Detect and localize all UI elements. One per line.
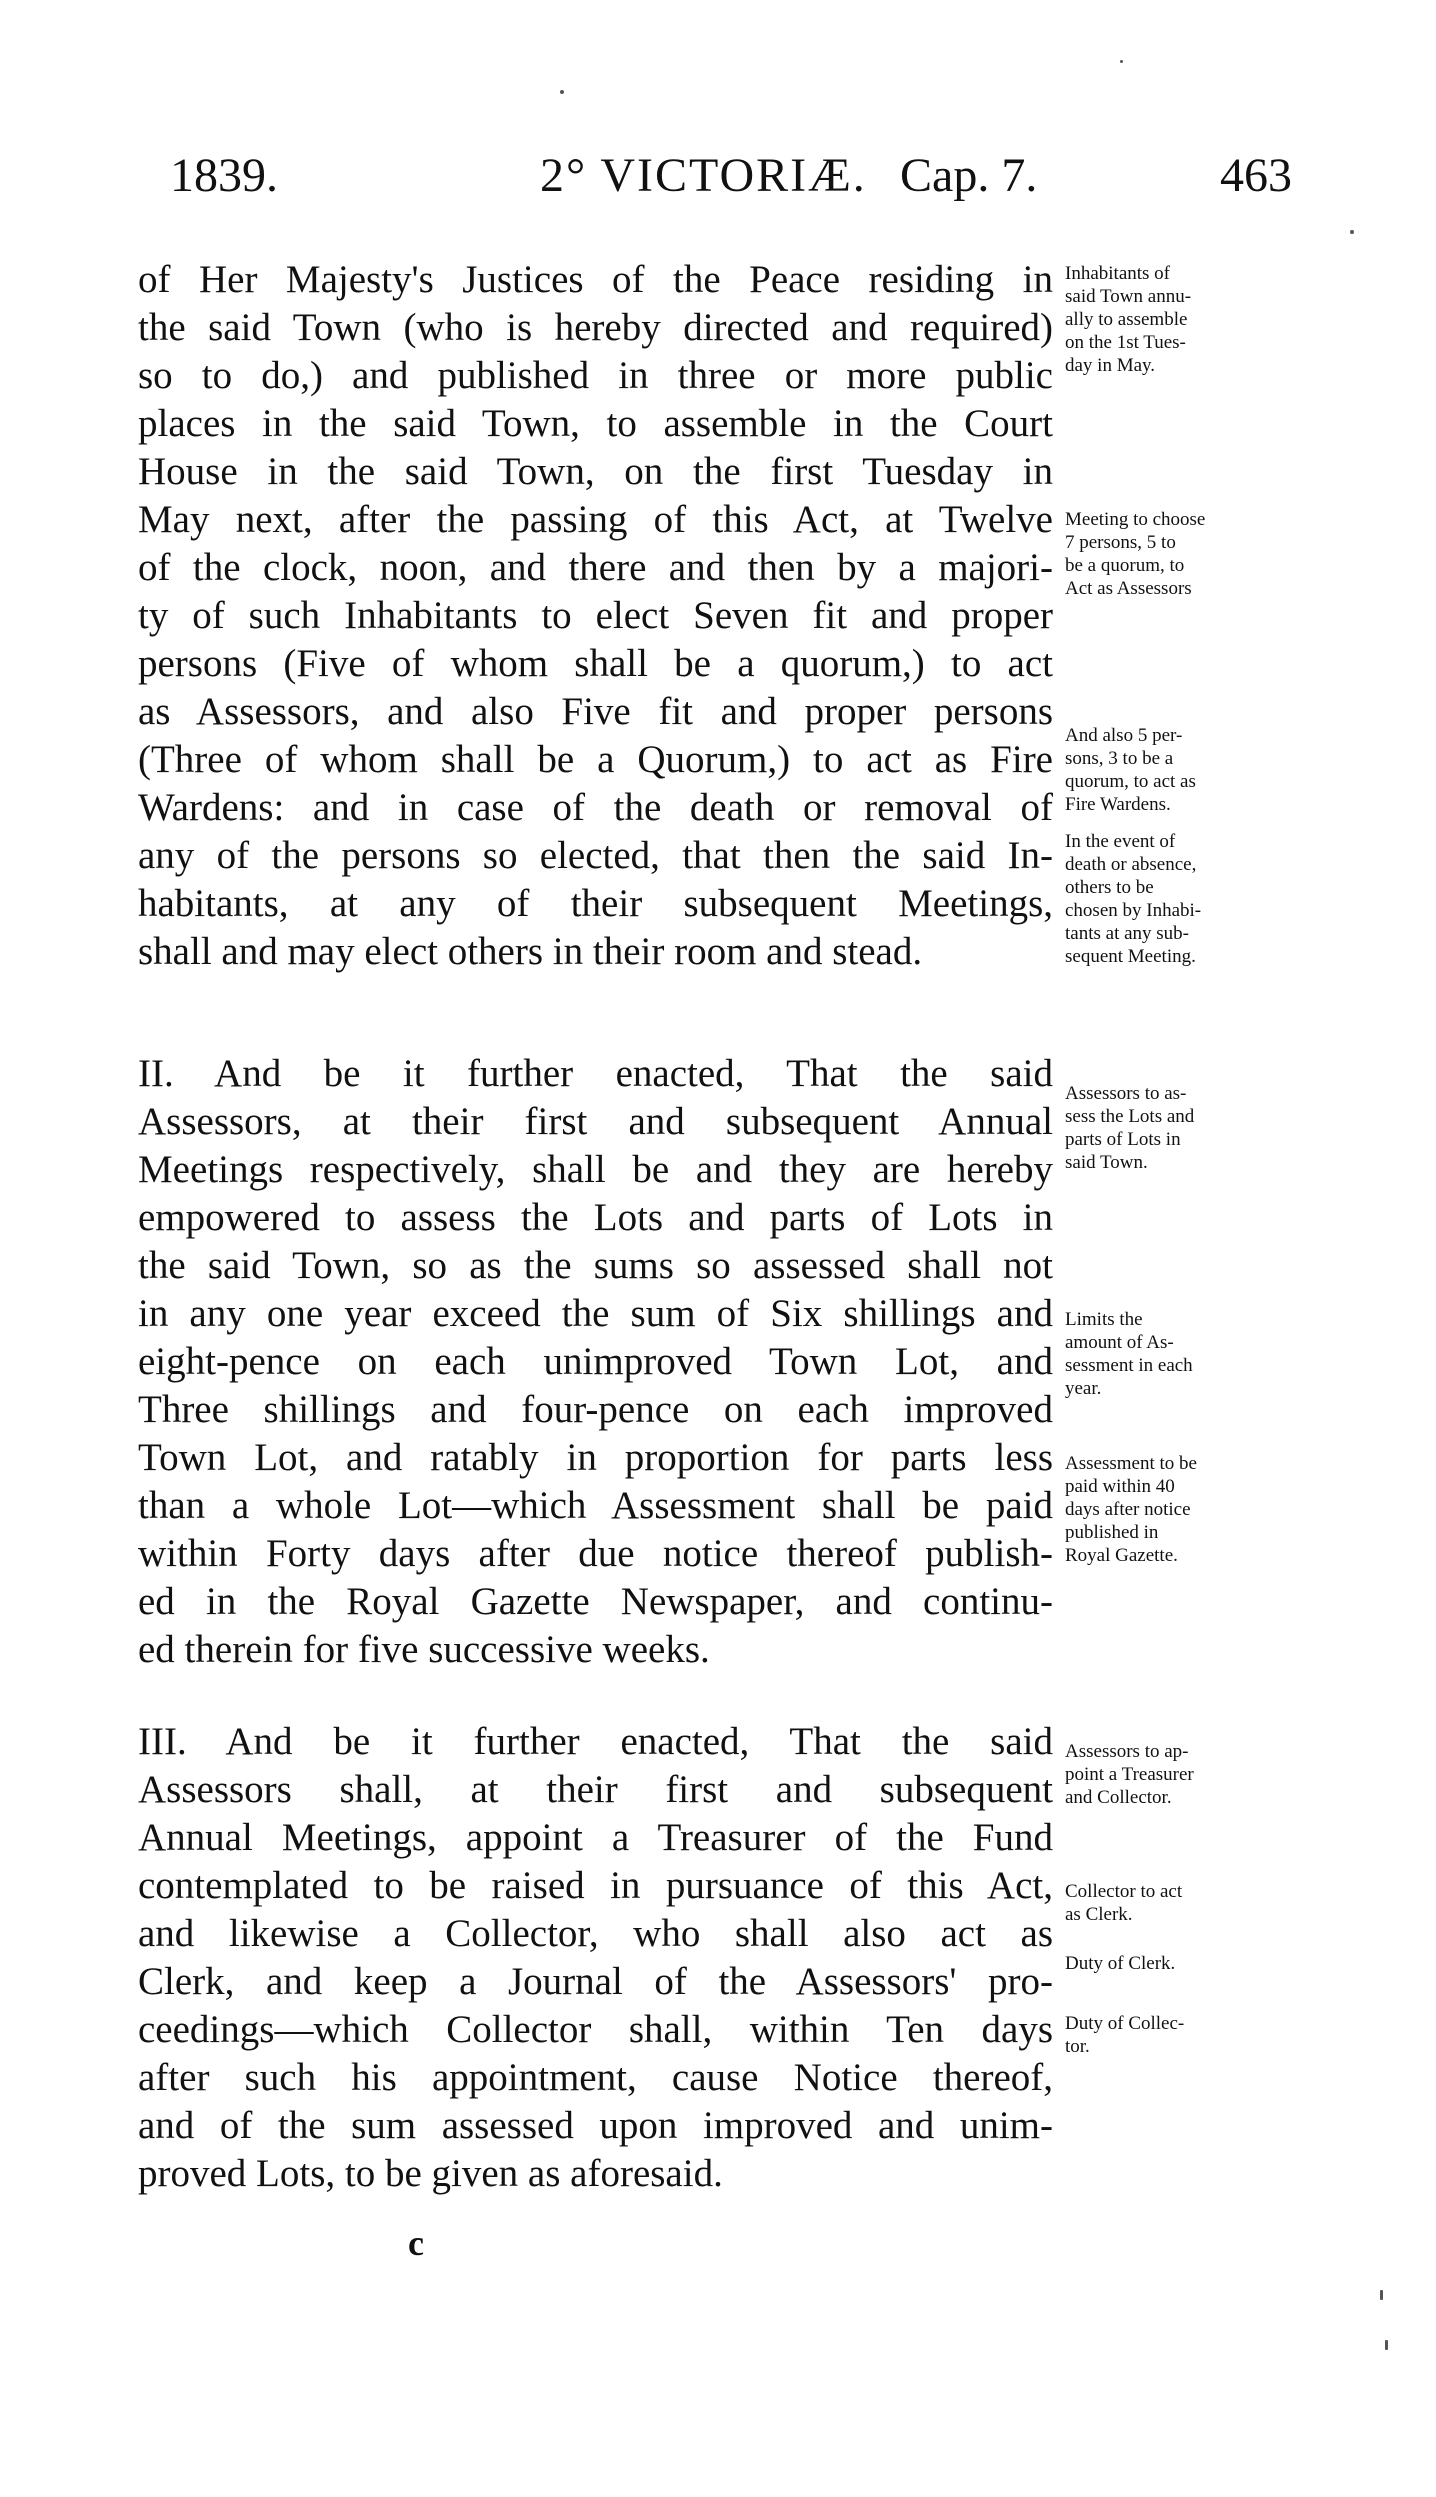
margin-note — [1065, 1952, 1250, 1975]
margin-note-line: Assessors to ap- — [1065, 1741, 1189, 1762]
margin-note — [1065, 1880, 1250, 1926]
margin-note-line: Limits the — [1065, 1309, 1143, 1330]
text-line: the said Town, so as the sums so assessed shall not — [138, 1244, 1053, 1287]
margin-note-line: Collector to act — [1065, 1881, 1183, 1902]
margin-note — [1065, 724, 1250, 816]
margin-note-line: day in May. — [1065, 355, 1156, 376]
margin-note — [1065, 1740, 1250, 1809]
margin-note-line: Assessment to be — [1065, 1453, 1197, 1474]
text-line: Three shillings and four-pence on each improved — [138, 1388, 1053, 1431]
margin-note-line: death or absence, — [1065, 854, 1197, 875]
text-line: ed in the Royal Gazette Newspaper, and continu- — [138, 1580, 1053, 1623]
text-line: ceedings—which Collector shall, within Ten days — [138, 2008, 1053, 2051]
margin-note-line: others to be — [1065, 877, 1154, 898]
text-line: Meetings respectively, shall be and they are hereby — [138, 1148, 1053, 1191]
text-line: May next, after the passing of this Act, at Twelve — [138, 498, 1053, 541]
header-reign: 2° VICTORIÆ. — [540, 149, 867, 202]
margin-note-line: Duty of Collec- — [1065, 2013, 1185, 2034]
text-line: proved Lots, to be given as aforesaid. — [138, 2152, 723, 2195]
margin-note-line: published in — [1065, 1522, 1159, 1543]
margin-note-line: tor. — [1065, 2036, 1090, 2057]
text-line: II. And be it further enacted, That the said — [138, 1052, 1053, 1095]
margin-note — [1065, 2012, 1250, 2058]
margin-note-line: Inhabitants of — [1065, 263, 1171, 284]
margin-note-line: tants at any sub- — [1065, 923, 1190, 944]
print-speck — [1385, 2340, 1388, 2350]
margin-note — [1065, 1452, 1250, 1567]
text-line: within Forty days after due notice thereof publish- — [138, 1532, 1053, 1575]
text-line: ty of such Inhabitants to elect Seven fit and proper — [138, 594, 1053, 637]
margin-note-line: sessment in each — [1065, 1355, 1193, 1376]
margin-note-line: and Collector. — [1065, 1787, 1172, 1808]
text-line: Assessors shall, at their first and subsequent — [138, 1768, 1053, 1811]
paragraph-2 — [138, 1050, 1053, 1674]
text-line: Town Lot, and ratably in proportion for parts less — [138, 1436, 1053, 1479]
text-line: shall and may elect others in their room and stead. — [138, 930, 923, 973]
margin-note-line: Act as Assessors — [1065, 578, 1192, 599]
header-page-number: 463 — [1220, 149, 1292, 202]
text-line: ed therein for five successive weeks. — [138, 1628, 710, 1671]
margin-note-line: chosen by Inhabi- — [1065, 900, 1202, 921]
margin-note-line: amount of As- — [1065, 1332, 1174, 1353]
margin-note-line: Meeting to choose — [1065, 509, 1206, 530]
margin-note-line: And also 5 per- — [1065, 725, 1183, 746]
print-speck — [1350, 230, 1354, 234]
text-line: of Her Majesty's Justices of the Peace residing in — [138, 258, 1053, 301]
margin-note-line: In the event of — [1065, 831, 1176, 852]
margin-note — [1065, 262, 1250, 377]
margin-note-line: Royal Gazette. — [1065, 1545, 1178, 1566]
text-line: eight-pence on each unimproved Town Lot, and — [138, 1340, 1053, 1383]
print-speck — [560, 90, 564, 94]
text-line: in any one year exceed the sum of Six shillings and — [138, 1292, 1053, 1335]
text-line: (Three of whom shall be a Quorum,) to act as Fire — [138, 738, 1053, 781]
print-speck — [1380, 2290, 1383, 2300]
margin-note-line: sequent Meeting. — [1065, 946, 1196, 967]
text-line: and likewise a Collector, who shall also act as — [138, 1912, 1053, 1955]
margin-note-line: be a quorum, to — [1065, 555, 1185, 576]
margin-note-line: ally to assemble — [1065, 309, 1188, 330]
margin-note-line: parts of Lots in — [1065, 1129, 1181, 1150]
margin-note-line: Assessors to as- — [1065, 1083, 1187, 1104]
text-line: and of the sum assessed upon improved and unim- — [138, 2104, 1053, 2147]
text-line: empowered to assess the Lots and parts of Lots in — [138, 1196, 1053, 1239]
margin-note — [1065, 1308, 1250, 1400]
text-line: than a whole Lot—which Assessment shall be paid — [138, 1484, 1053, 1527]
text-line: of the clock, noon, and there and then by a majori- — [138, 546, 1053, 589]
running-header — [160, 148, 1310, 218]
margin-note-line: 7 persons, 5 to — [1065, 532, 1176, 553]
margin-note-line: Duty of Clerk. — [1065, 1953, 1176, 1974]
text-line: Wardens: and in case of the death or removal of — [138, 786, 1053, 829]
text-line: habitants, at any of their subsequent Meetings, — [138, 882, 1053, 925]
text-line: any of the persons so elected, that then the said In- — [138, 834, 1053, 877]
margin-note — [1065, 1082, 1250, 1174]
margin-note-line: as Clerk. — [1065, 1904, 1133, 1925]
text-line: House in the said Town, on the first Tuesday in — [138, 450, 1053, 493]
paragraph-1 — [138, 256, 1053, 976]
header-year: 1839. — [170, 149, 278, 202]
margin-note-line: sess the Lots and — [1065, 1106, 1195, 1127]
margin-note-line: Fire Wardens. — [1065, 794, 1171, 815]
text-line: III. And be it further enacted, That the said — [138, 1720, 1053, 1763]
margin-note-line: paid within 40 — [1065, 1476, 1175, 1497]
text-line: the said Town (who is hereby directed and required) — [138, 306, 1053, 349]
margin-note-line: year. — [1065, 1378, 1102, 1399]
margin-note — [1065, 830, 1250, 968]
text-line: Assessors, at their first and subsequent Annual — [138, 1100, 1053, 1143]
paragraph-3 — [138, 1718, 1053, 2198]
margin-note-line: said Town annu- — [1065, 286, 1192, 307]
text-line: Clerk, and keep a Journal of the Assessors' pro- — [138, 1960, 1053, 2003]
margin-note — [1065, 508, 1250, 600]
margin-note-line: said Town. — [1065, 1152, 1148, 1173]
signature-mark: c — [408, 2223, 424, 2263]
text-line: so to do,) and published in three or more public — [138, 354, 1053, 397]
print-speck — [1120, 60, 1123, 63]
text-line: as Assessors, and also Five fit and proper persons — [138, 690, 1053, 733]
margin-note-line: days after notice — [1065, 1499, 1191, 1520]
margin-note-line: on the 1st Tues- — [1065, 332, 1186, 353]
text-line: contemplated to be raised in pursuance of this Act, — [138, 1864, 1053, 1907]
text-line: Annual Meetings, appoint a Treasurer of the Fund — [138, 1816, 1053, 1859]
margin-note-line: quorum, to act as — [1065, 771, 1196, 792]
text-line: places in the said Town, to assemble in the Court — [138, 402, 1053, 445]
text-line: after such his appointment, cause Notice thereof, — [138, 2056, 1053, 2099]
header-chapter: Cap. 7. — [900, 149, 1038, 202]
margin-note-line: point a Treasurer — [1065, 1764, 1194, 1785]
text-line: persons (Five of whom shall be a quorum,) to act — [138, 642, 1053, 685]
margin-note-line: sons, 3 to be a — [1065, 748, 1174, 769]
